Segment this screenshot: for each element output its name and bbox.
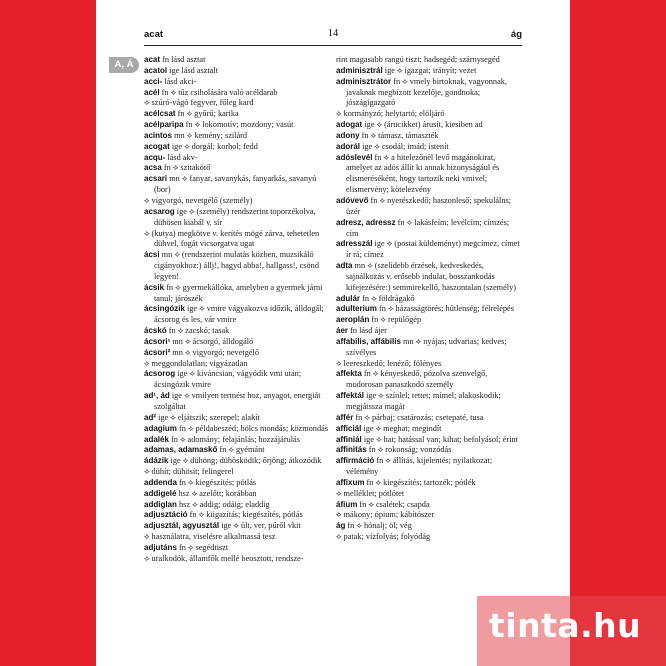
entry-definition: ⟡ kormányzó; helytartó; elöljáró — [336, 109, 445, 119]
entry-headword: adamas, adamaskő — [144, 445, 218, 455]
dictionary-entry — [336, 109, 523, 120]
dictionary-entry — [336, 532, 523, 543]
dictionary-entry — [144, 478, 331, 489]
entry-headword: adresszál — [336, 239, 373, 249]
dictionary-entry — [144, 554, 331, 565]
watermark-text: tinta.hu — [489, 606, 642, 645]
dictionary-entry — [336, 66, 523, 77]
dictionary-entry — [144, 283, 331, 305]
dictionary-entry — [144, 229, 331, 251]
entry-definition: fn ⟡ állítás, kijelentés; nyilatkozat; vélemény — [346, 456, 493, 477]
header-first-word: acat — [144, 29, 164, 40]
dictionary-entry — [336, 413, 523, 424]
entry-definition: ⟡ használatra, viselésre alkalmassá tesz — [144, 532, 276, 542]
dictionary-entry — [144, 359, 331, 370]
entry-definition: ⟡ (kutya) megkötve v. kerítés mögé zárva, tehetetlen dühvel, fogát vicsorgatva ugat — [144, 228, 320, 249]
entry-definition: fn ⟡ hónalj; öl; vég — [345, 521, 412, 531]
entry-headword: affiniál — [336, 434, 362, 444]
entry-definition: ige ⟡ (személy) rendszerint toporzékolva, dühösen kiabál v. sír — [154, 206, 316, 227]
dictionary-entry — [336, 142, 523, 153]
dictionary-entry — [144, 521, 331, 532]
entry-headword: acqu- — [144, 152, 166, 162]
entry-headword: affabilis, affábilis — [336, 336, 401, 346]
entry-headword: adta — [336, 261, 353, 271]
entry-definition: ige ⟡ (árucikket) árusít, kiesiben ad — [362, 120, 483, 130]
entry-definition: ⟡ szúró-vágó fegyver, főleg kard — [144, 98, 254, 108]
entry-definition: ⟡ leereszkedő; lenéző; fölényes — [336, 358, 442, 368]
entry-headword: affinitás — [336, 445, 367, 455]
entry-headword: adagium — [144, 423, 177, 433]
entry-headword: affirmáció — [336, 456, 375, 466]
entry-headword: addenda — [144, 477, 177, 487]
entry-definition: ige ⟡ meghat; megindít — [361, 423, 442, 433]
entry-definition: mn ⟡ kemény; szilárd — [172, 130, 248, 140]
entry-definition: ⟡ uralkodók, államfők mellé beosztott, rendsze- — [144, 553, 304, 563]
dictionary-entry — [336, 424, 523, 435]
entry-definition: fn ⟡ tűz csiholására való acéldarab — [159, 87, 278, 97]
entry-headword: adminisztrátor — [336, 76, 392, 86]
dictionary-entry — [144, 489, 331, 500]
entry-headword: ácsori² — [144, 347, 171, 357]
entry-headword: acintos — [144, 130, 173, 140]
entry-definition: fn ⟡ szitakötő — [161, 163, 211, 173]
entry-headword: acél — [144, 87, 160, 97]
entry-definition: lásd akv- — [165, 152, 198, 162]
dictionary-entry — [144, 337, 331, 348]
dictionary-entry — [336, 500, 523, 511]
entry-definition: fn ⟡ földrágakő — [360, 293, 415, 303]
entry-headword: acatol — [144, 65, 168, 75]
entry-definition: ige ⟡ hat; hatással van; kihat; befolyásol; érint — [361, 434, 518, 444]
entry-headword: addiglan — [144, 499, 177, 509]
dictionary-entry — [336, 304, 523, 315]
entry-definition: ⟡ melléklet; pótlótet — [336, 488, 405, 498]
entry-headword: acat — [144, 55, 161, 64]
entry-headword: acsari — [144, 174, 168, 184]
entry-headword: ádázik — [144, 456, 169, 466]
page-header — [144, 27, 522, 46]
dictionary-entry — [144, 543, 331, 554]
dictionary-entry — [144, 500, 331, 511]
dictionary-entry — [336, 359, 523, 370]
entry-headword: ág — [336, 521, 346, 531]
entry-definition: fn ⟡ repülőgép — [369, 315, 422, 325]
entry-headword: ácsori¹ — [144, 336, 171, 346]
section-letter-tab: A, Á — [109, 57, 139, 73]
entry-headword: ácsorog — [144, 369, 176, 379]
entry-definition: fn ⟡ rokonság; vonzódás — [366, 445, 452, 455]
entry-definition: fn ⟡ kényeskedő, pózolva szenvelgő, modorosan panaszkodó személy — [346, 369, 488, 390]
dictionary-entry — [144, 445, 331, 456]
dictionary-entry — [336, 369, 523, 391]
entry-definition: fn ⟡ házasságtörés; hűtlenség; félrelépés — [376, 304, 514, 314]
entry-headword: ácsingózik — [144, 304, 185, 314]
entry-headword: adorál — [336, 141, 361, 151]
watermark — [477, 596, 666, 666]
entry-headword: acogat — [144, 141, 170, 151]
dictionary-entry — [336, 478, 523, 489]
entry-definition: fn lásd ájer — [348, 326, 387, 336]
entry-headword: adminisztrál — [336, 65, 383, 75]
entry-definition: hsz ⟡ azelőtt; korábban — [176, 488, 257, 498]
dictionary-entry — [144, 467, 331, 478]
entry-headword: adogat — [336, 120, 363, 130]
entry-definition: fn ⟡ lakásfeím; levélcím; címzés; cím — [346, 217, 510, 238]
dictionary-entry — [144, 207, 331, 229]
entry-headword: aeroplán — [336, 315, 370, 325]
dictionary-entry — [336, 326, 523, 337]
entry-definition: ige ⟡ ült, ver, pűről vkit — [219, 521, 301, 531]
dictionary-entry — [144, 109, 331, 120]
dictionary-entry — [144, 391, 331, 413]
dictionary-entry — [336, 218, 523, 240]
dictionary-entry — [144, 174, 331, 196]
entry-headword: acsarog — [144, 206, 175, 216]
entry-headword: adóvevő — [336, 195, 369, 205]
entry-definition: ige ⟡ csodál; imád; istenít — [360, 141, 449, 151]
dictionary-entry — [144, 120, 331, 131]
dictionary-entry — [144, 510, 331, 521]
dictionary-entry — [336, 196, 523, 218]
entry-definition: fn ⟡ kiegészítés; pótlás — [176, 477, 257, 487]
entry-headword: acélcsat — [144, 109, 176, 119]
entry-definition: fn ⟡ gyermekállóka, amelyben a gyermek járni tanul; járószék — [154, 282, 323, 303]
dictionary-entry — [144, 348, 331, 359]
entry-definition: mn ⟡ nyájas; udvarias; kedves; szívélyes — [346, 336, 507, 357]
left-column — [144, 55, 331, 565]
dictionary-entry — [144, 142, 331, 153]
dictionary-entry — [336, 510, 523, 521]
entry-definition: ige ⟡ vmire vágyakozva időzik, álldogál; ácsorog és les, vár vmire — [154, 304, 324, 325]
dictionary-entry — [144, 413, 331, 424]
dictionary-entry — [144, 196, 331, 207]
entry-definition: fn ⟡ a hitelezőnél levő magánokirat, amelyet az adós állít ki annak bizonyságául és elismeréséként, hogy tartozik neki vmivel; elismervény; kötelezvény — [346, 152, 500, 195]
entry-definition: mn ⟡ (szelídebb érzések, kedveskedés, sajnálkozás v. erősebb indulat, bosszankodás kifejezésére:) semmirekellő, haszontalan (személy) — [346, 261, 517, 292]
entry-definition: ⟡ dühít; dühösít; felingerel — [144, 467, 234, 477]
entry-headword: affixum — [336, 477, 365, 487]
entry-definition: fn ⟡ lokomotív; mozdony; vasút — [183, 120, 294, 130]
entry-definition: fn ⟡ adomány; felajánlás; hozzájárulás — [168, 434, 300, 444]
entry-headword: ácskó — [144, 326, 167, 336]
dictionary-entry — [336, 391, 523, 413]
entry-definition: ⟡ patak; vízfolyás; folyódág — [336, 532, 431, 542]
entry-definition: fn ⟡ segédtiszt — [176, 542, 229, 552]
entry-definition: fn ⟡ párbaj; csatározás; csetepaté, tusa — [353, 412, 484, 422]
dictionary-entry — [144, 250, 331, 283]
dictionary-entry — [336, 435, 523, 446]
dictionary-page — [96, 0, 570, 666]
dictionary-entry — [336, 294, 523, 305]
entry-definition: ige ⟡ kíváncsian, vágyódik vmi után; ácsingózik vmire — [154, 369, 302, 390]
entry-definition: ige ⟡ dorgál; korhol; fedd — [169, 141, 258, 151]
entry-headword: affér — [336, 412, 354, 422]
entry-headword: adalék — [144, 434, 169, 444]
dictionary-entry — [144, 98, 331, 109]
entry-definition: fn ⟡ kiigazítás; kiegészítés, pótlás — [187, 510, 303, 520]
entry-headword: áfium — [336, 499, 358, 509]
dictionary-entry — [336, 337, 523, 359]
entry-definition: fn lásd asztat — [160, 55, 206, 64]
entry-definition: fn ⟡ csalétek; csapda — [357, 499, 430, 509]
entry-headword: adony — [336, 130, 360, 140]
entry-definition: ige lásd asztalt — [167, 65, 219, 75]
dictionary-entry — [144, 424, 331, 435]
dictionary-entry — [336, 456, 523, 478]
entry-definition: fn ⟡ kiegészítés; tartozék; pótlék — [364, 477, 476, 487]
dictionary-entry — [144, 77, 331, 88]
right-column — [336, 55, 523, 543]
entry-headword: adjutáns — [144, 542, 177, 552]
dictionary-entry — [144, 435, 331, 446]
entry-definition: fn ⟡ támasz, támaszték — [359, 130, 439, 140]
entry-definition: ige ⟡ igazgat; irányít; vezet — [382, 65, 477, 75]
entry-headword: ácsi — [144, 250, 160, 260]
dictionary-entry — [144, 532, 331, 543]
entry-definition: hsz ⟡ addig; odáig; eladdig — [176, 499, 270, 509]
entry-definition: ige ⟡ eljátszik; szerepel; alakít — [156, 412, 260, 422]
entry-definition: ige ⟡ dühöng; dühösködik; őrjöng; átkozódik — [168, 456, 322, 466]
entry-definition: fn ⟡ gyémánt — [217, 445, 265, 455]
entry-definition: ige ⟡ (postai küldeményt) megcímez, címet ír rá; címez — [346, 239, 520, 260]
dictionary-entry — [336, 120, 523, 131]
dictionary-entry — [144, 369, 331, 391]
dictionary-entry — [336, 315, 523, 326]
dictionary-entry — [336, 77, 523, 110]
entry-headword: adóslevél — [336, 152, 373, 162]
entry-headword: ácsik — [144, 282, 165, 292]
dictionary-entry — [144, 326, 331, 337]
dictionary-entry — [144, 66, 331, 77]
header-last-word: ág — [510, 29, 522, 40]
entry-headword: adjusztáció — [144, 510, 188, 520]
entry-headword: ad¹, ád — [144, 391, 170, 401]
entry-headword: acsa — [144, 163, 162, 173]
dictionary-entry — [144, 55, 331, 66]
entry-definition: mn ⟡ (rendszerint mulatás közben, muzsikáló cigányokhoz:) állj!, hagyd abba!, hallgass!, csönd legyen! — [154, 250, 319, 281]
entry-headword: adulterium — [336, 304, 377, 314]
entry-headword: affekta — [336, 369, 362, 379]
entry-definition: fn ⟡ zacskó; tasak — [166, 326, 230, 336]
entry-definition: fn ⟡ gyűrű; karika — [175, 109, 239, 119]
dictionary-entry — [336, 55, 523, 66]
entry-headword: ad² — [144, 412, 156, 422]
entry-headword: áer — [336, 326, 349, 336]
entry-definition: mn ⟡ fanyar, savanykás, fanyarkás, savanyú (bor) — [154, 174, 317, 195]
dictionary-entry — [336, 239, 523, 261]
dictionary-entry — [144, 304, 331, 326]
entry-definition: ⟡ meggondolatlan; vigyázatlan — [144, 358, 248, 368]
dictionary-entry — [144, 88, 331, 99]
entry-headword: acélparipa — [144, 120, 184, 130]
entry-headword: adulár — [336, 293, 361, 303]
entry-definition: lásd akci- — [162, 76, 197, 86]
dictionary-entry — [336, 131, 523, 142]
dictionary-entry — [336, 261, 523, 294]
entry-definition: ⟡ vigyorgó, nevetgélő (személy) — [144, 195, 253, 205]
dictionary-entry — [144, 153, 331, 164]
entry-definition: ige ⟡ színlel; tettet; mímel; alakoskodik; megjátssza magát — [346, 391, 501, 411]
page-number: 14 — [327, 28, 339, 39]
entry-definition: fn ⟡ vmely birtoknak, vagyonnak, javaknak megbízott kezelője, gondnoka; jószágigazgató — [346, 76, 507, 108]
entry-headword: affektál — [336, 391, 365, 401]
entry-definition: fn ⟡ nyerészkedő; haszonleső; spekulálns; üzér — [346, 195, 512, 216]
entry-definition: fn ⟡ példabeszéd; bölcs mondás; közmondás — [176, 423, 329, 433]
entry-headword: afficiál — [336, 423, 362, 433]
entry-headword: addigelé — [144, 488, 177, 498]
dictionary-entry — [144, 163, 331, 174]
entry-headword: adresz, adressz — [336, 217, 396, 227]
entry-definition: ige ⟡ vmilyen termést hoz, anyagot, energiát szolgáltat — [154, 391, 321, 411]
dictionary-entry — [144, 131, 331, 142]
dictionary-entry — [336, 153, 523, 196]
dictionary-entry — [336, 521, 523, 532]
dictionary-entry — [336, 489, 523, 500]
dictionary-entry — [144, 456, 331, 467]
dictionary-entry — [336, 445, 523, 456]
entry-definition: mn ⟡ ácsorgó, álldogáló — [170, 336, 254, 346]
entry-definition: rint magasabb rangú tiszt; hadsegéd; szárnysegéd — [336, 55, 500, 64]
entry-definition: ⟡ mákony; ópium; kábítószer — [336, 510, 435, 520]
entry-definition: mn ⟡ vigyorgó; nevetgélő — [170, 347, 259, 357]
entry-headword: adjusztál, agyusztál — [144, 521, 220, 531]
entry-headword: acci- — [144, 76, 163, 86]
